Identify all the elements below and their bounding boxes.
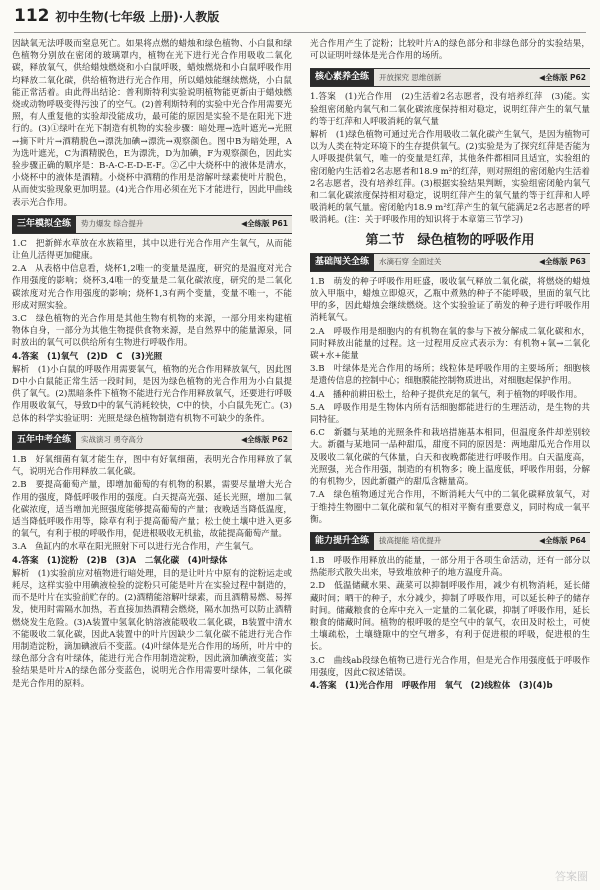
band-tag: 能力提升全练 <box>310 533 374 550</box>
answer-explanation: 解析 (1)小白鼠的呼吸作用需要氧气，植物的光合作用释放氧气，因此图D中小白鼠能正常生活一段时间，是因为绿色植物的光合作用为小白鼠提供了氧气。(2)黑暗条件下植物不能进行光合作用释放氧气，还要进行呼吸作用吸收氧气，导致D中的氧气消耗较快，C中的快，小白鼠先死亡。(3)总体的科学实验证明：光照是绿色植物制造有机物不可缺少的条件。 <box>12 364 292 424</box>
paragraph: 因缺氧无法呼吸而窒息死亡。如果将点燃的蜡烛和绿色植物、小白鼠和绿色植物分别放在密闭的玻璃罩内，植物在光下进行光合作用吸收二氧化碳，释放氧气，供给蜡烛燃烧和小白鼠呼吸，蜡烛燃烧和小白鼠呼吸作用均释放二氧化碳，供给植物进行光合作用，所以蜡烛能继续燃烧，小白鼠能正常活着。由此得出结论：普利斯特利实验说明植物能更新由于蜡烛燃烧或动物呼吸变得污浊了的空气。(2)普利斯特利的实验中光合作用需要光照，有人重复他的实验却没能成功，最可能的原因是实验不是在阳光下进行的。(3)①绿叶在光下制造有机物的实验步骤：暗处理→选叶遮光→光照→摘下叶片→酒精脱色→漂洗加碘→漂洗→观察颜色。图中B为暗处理，A为选叶遮光，C为酒精脱色，E为漂洗，D为加碘，F为观察颜色，因此实验步骤正确的顺序是：B-A-C-E-D-E-F。②乙中大烧杯中的液体是清水，小烧杯中的液体是酒精。小烧杯中酒精的作用是溶解叶绿素使叶片脱色，从而使实验现象更加明显。(4)光合作用必须在光下才能进行，因此甲曲线表示光合作用。 <box>12 39 292 208</box>
answer-item: 2.B 要提高葡萄产量，即增加葡萄的有机物的积累，需要尽量增大光合作用的强度，降低呼吸作用的强度。白天提高光强、延长光照，增加二氧化碳浓度，适当增加光照强度能够提高葡萄的产量；夜晚适当降低温度，适当降低呼吸作用等，除草有利于提高葡萄产量；松土使土壤中进入更多的氧气，有利于根的呼吸作用，促进根吸收无机盐，故能提高葡萄产量。 <box>12 480 292 540</box>
band-page-ref: ◀全练版 P62 <box>539 72 586 82</box>
book-title: 初中生物(七年级 上册)·人教版 <box>55 10 220 24</box>
band-tag: 五年中考全练 <box>12 432 76 449</box>
section-band-core <box>310 68 590 87</box>
left-column <box>12 38 292 876</box>
answer-item: 1.C 把新鲜水草放在水族箱里，其中以进行光合作用产生氧气，从而能让鱼儿活得更加健康。 <box>12 238 292 262</box>
band-subtitle: 水滴石穿 全面过关 <box>379 257 442 267</box>
band-tag: 核心素养全练 <box>310 69 374 86</box>
band-tag: 基础闯关全练 <box>310 254 374 271</box>
answer-item: 3.A 鱼缸内的水草在阳光照射下可以进行光合作用，产生氧气。 <box>12 542 259 553</box>
right-column <box>310 38 590 876</box>
answer-item: 1.B 呼吸作用释放出的能量，一部分用于各项生命活动，还有一部分以热能形式散失出来，导致堆放种子的地方温度升高。 <box>310 555 590 579</box>
answer-item: 2.D 低温储藏水果、蔬菜可以抑制呼吸作用，减少有机物消耗，延长储藏时间；晒干的种子，水分减少，抑制了呼吸作用，可以延长种子的储存时间。储藏粮食的仓库中充入一定量的二氧化碳，抑制了呼吸作用，延长粮食的储藏时间。植物的根呼吸的是空气中的氧气，农田及时松土，可使土壤疏松，土壤缝隙中的空气增多，有利于促进根的呼吸，促进根的生长。 <box>310 581 590 653</box>
band-page-ref: ◀全练版 P63 <box>539 257 586 267</box>
section-band-ability <box>310 532 590 551</box>
answer-item: 4.答案 (1)淀粉 (2)B (3)A 二氧化碳 (4)叶绿体 <box>12 555 228 566</box>
answer-item: 3.B 叶绿体是光合作用的场所；线粒体是呼吸作用的主要场所；细胞核是遗传信息的控制中心；细胞膜能控制物质进出，对细胞起保护作用。 <box>310 364 590 387</box>
answer-item: 4.答案 (1)光合作用 呼吸作用 氧气 (2)线粒体 (3)(4)b <box>310 680 553 691</box>
answer-item: 1.B 好氧细菌有氧才能生存，图中有好氧细菌，表明光合作用释放了氧气，说明光合作用释放二氧化碳。 <box>12 454 292 478</box>
answer-item: 3.C 曲线ab段绿色植物已进行光合作用，但是光合作用强度低于呼吸作用强度，因此C叙述错误。 <box>310 655 590 678</box>
band-tag: 三年模拟全练 <box>12 216 76 233</box>
band-subtitle: 实战演习 勇夺高分 <box>81 435 144 445</box>
answer-item: 2.A 呼吸作用是细胞内的有机物在氧的参与下被分解成二氧化碳和水，同时释放出能量的过程。这一过程用反应式表示为：有机物+氧→二氧化碳+水+能量 <box>310 326 590 362</box>
paragraph: 光合作用产生了淀粉；比较叶片A的绿色部分和非绿色部分的实验结果，可以证明叶绿体是光合作用的场所。 <box>310 39 590 62</box>
band-page-ref: ◀全练版 P62 <box>241 435 288 445</box>
answer-item: 1.B 萌发的种子呼吸作用旺盛，吸收氧气释放二氧化碳，将燃烧的蜡烛放入甲瓶中，蜡烛立即熄灭，乙瓶中煮熟的种子不能呼吸，里面的氧气比甲的多，因此蜡烛会继续燃烧。这个实验验证了萌发的种子进行呼吸作用消耗氧气。 <box>310 276 590 324</box>
band-subtitle: 开放探究 思维创新 <box>379 72 442 82</box>
page-number: 112 <box>14 6 50 26</box>
answer-explanation: 解析 (1)实验前应对植物进行暗处理，目的是让叶片中原有的淀粉运走或耗尽，这样实验中用碘液检验的淀粉只可能是叶片在实验过程中制造的，而不是叶片在实验前贮存的。(2)酒精能溶解叶绿素，而且酒精易燃、易挥发，使用时需隔水加热，若直接加热酒精会燃烧，隔水加热可以防止酒精燃烧发生危险。(3)A装置中氢氧化钠溶液能吸收二氧化碳，B装置中清水不能吸收二氧化碳，因此A装置中的叶片因缺少二氧化碳不能进行光合作用制造淀粉，滴加碘液后不变蓝。(4)叶绿体是光合作用的场所，叶片中的绿色部分含有叶绿体，能进行光合作用制造淀粉，因此滴加碘液变蓝；实验结果是叶片A的绿色部分变蓝色，说明光合作用需要叶绿体，二氧化碳是光合作用的原料。 <box>12 568 292 689</box>
band-page-ref: ◀全练版 P64 <box>539 536 586 546</box>
section-band-basic <box>310 253 590 272</box>
band-page-ref: ◀全练版 P61 <box>241 219 288 229</box>
answer-item: 6.C 新疆与某地的光照条件和栽培措施基本相同，但温度条件却差别较大。新疆与某地同一品种甜瓜，甜度不同的原因是：两地甜瓜光合作用以及吸收二氧化碳的气体量，白天和夜晚都能进行呼吸作用。白天温度高，光照强，光合作用强，制造的有机物多；晚上温度低，呼吸作用弱，分解的有机物少，因此新疆产的甜瓜含糖量高。 <box>310 428 590 488</box>
section-band-five-year <box>12 431 292 450</box>
band-subtitle: 势力爆发 综合提升 <box>81 219 144 229</box>
answer-item: 3.C 绿色植物的光合作用是其他生物有机物的来源，一部分用来构建植物体自身，一部分为其他生物提供食物来源，是自然界中的能量源泉，同时放出的氧气可以供给所有生物进行呼吸作用。 <box>12 314 292 349</box>
answer-item: 7.A 绿色植物通过光合作用，不断消耗大气中的二氧化碳释放氧气，对于维持生物圈中二氧化碳和氧气的相对平衡有重要意义，同时构成一氧平衡。 <box>310 490 590 525</box>
answer-item: 4.答案 (1)氧气 (2)D C (3)光照 <box>12 351 163 362</box>
watermark: 答案圈 <box>555 870 588 883</box>
answer-explanation: 解析 (1)绿色植物可通过光合作用吸收二氧化碳产生氧气，是因为植物可以为人类在特定环境下的生存提供氧气。(2)实验是为了探究红萍是否能为人呼吸提供氧气，唯一的变量是红萍，其他条件都相同且适宜，实验组的密闭舱内生活着2名志愿者和18.9 m²的红萍，则对照组的密闭舱内生活着2名志愿者，没有培养红萍。(3)根据实验结果判断，实验组密闭舱内氧气和二氧化碳浓度保持相对稳定，说明红萍产生的氧气量约等于红萍和人呼吸消耗的氧气量。密闭舱内18.9 m²红萍产生的氧气能满足2名志愿者的呼吸消耗。(注：关于呼吸作用的知识将于本章第三节学习) <box>310 130 590 226</box>
answer-item: 2.A 从表格中信息看，烧杯1,2唯一的变量是温度，研究的是温度对光合作用强度的影响；烧杯3,4唯一的变量是二氧化碳浓度，研究的是二氧化碳浓度对光合作用强度的影响；烧杯1,3有两个变量，变量不唯一，不能形成对照实验。 <box>12 264 292 311</box>
page-header <box>14 6 586 33</box>
band-subtitle: 拔高提能 培优提升 <box>379 536 442 546</box>
section-title: 第二节 绿色植物的呼吸作用 <box>365 232 535 248</box>
answer-item: 4.A 播种前耕田松土，给种子提供充足的氧气，利于植物的呼吸作用。 <box>310 389 583 400</box>
section-band-three-year <box>12 215 292 234</box>
answer-item: 1.答案 (1)光合作用 (2)生活着2名志愿者，没有培养红萍 (3)能。实验组密闭舱内氧气和二氧化碳浓度保持相对稳定，说明红萍产生的氧气量约等于红萍和人呼吸消耗的氧气量 <box>310 92 590 127</box>
answer-item: 5.A 呼吸作用是生物体内所有活细胞都能进行的生理活动，是生物的共同特征。 <box>310 402 590 426</box>
